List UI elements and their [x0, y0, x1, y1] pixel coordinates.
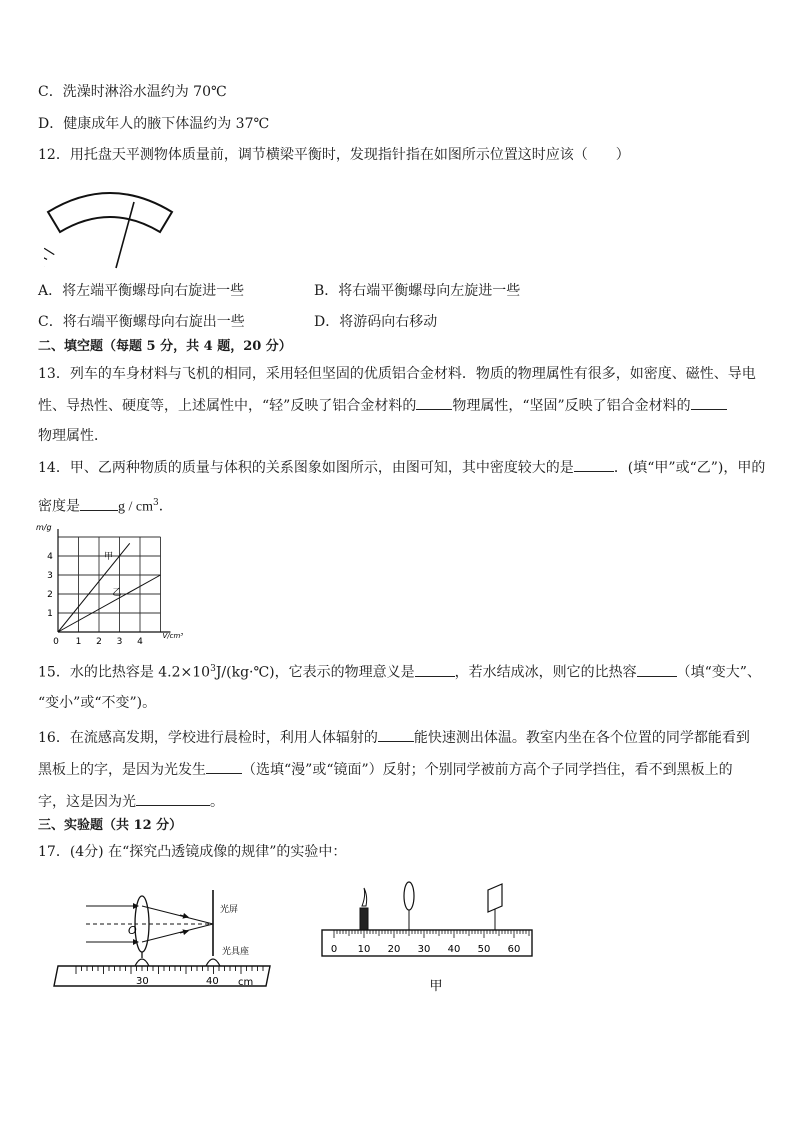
optical-bench-figure-jia [318, 878, 540, 1004]
q15-line-1 [38, 659, 761, 683]
q14-line-2 [38, 493, 173, 518]
q14-blank-2[interactable] [80, 496, 118, 511]
q15-exponent: 3 [210, 664, 216, 674]
mass-volume-chart-svg [34, 522, 194, 648]
bench-mark-40: 40 [206, 976, 219, 987]
q12-option-d: D．将游码向右移动 [314, 314, 438, 330]
ruler-label: 30 [417, 944, 431, 955]
q15-line-2: “变小”或“不变”)。 [38, 695, 157, 711]
q16-line-3 [38, 791, 224, 812]
series-line-1 [58, 575, 161, 632]
q12-option-a: A．将左端平衡螺母向右旋进一些 [38, 283, 245, 299]
x-tick-label: 1 [75, 637, 82, 647]
q16-line-2 [38, 759, 733, 780]
x-tick-label: 0 [53, 637, 59, 647]
q16-text-b: 能快速测出体温。教室内坐在各个位置的同学都能看到 [413, 730, 750, 746]
ruler-label: 10 [357, 944, 371, 955]
ruler-label: 40 [447, 944, 461, 955]
q11-option-d: D．健康成年人的腋下体温约为 37℃ [38, 116, 270, 132]
q14-unit: g / cm [118, 499, 153, 515]
q14-text-c: 密度是 [38, 498, 80, 515]
q15-text-c: ，若水结成冰，则它的比热容 [454, 664, 637, 681]
q12-option-c: C．将右端平衡螺母向右旋出一些 [38, 314, 245, 330]
x-tick-label: 3 [116, 637, 123, 647]
q15-text-b: J/(kg·℃)，它表示的物理意义是 [215, 664, 415, 681]
candle-icon [360, 908, 368, 930]
section-2-heading: 二、填空题（每题 5 分，共 4 题，20 分） [38, 339, 292, 354]
balance-scale-figure [44, 180, 174, 276]
q13-text-b: 物理属性，“坚固”反映了铝合金材料的 [452, 398, 691, 414]
q16-blank-2[interactable] [206, 759, 242, 774]
ruler-label: 50 [477, 944, 491, 955]
q14-unit-exponent: 3 [153, 498, 159, 508]
pointer-needle [116, 202, 134, 268]
candle-flame-icon [362, 888, 367, 906]
mass-volume-chart [34, 522, 194, 652]
q15-blank-2[interactable] [637, 662, 677, 677]
x-axis-label: V/cm³ [162, 632, 184, 640]
q15-text-a: 15．水的比热容是 4.2×10 [38, 664, 211, 681]
q12-option-b: B．将右端平衡螺母向左旋进一些 [314, 283, 521, 299]
y-axis-label: m/g [36, 523, 52, 532]
lens-focus-svg [52, 888, 274, 994]
bench-label: 光具座 [222, 947, 250, 957]
q14-blank-1[interactable] [574, 457, 614, 472]
y-tick-label: 3 [47, 571, 53, 581]
q16-text-e: 字，这是因为光 [38, 794, 136, 810]
bench-mark-30: 30 [136, 976, 149, 987]
scale-tick [44, 256, 47, 259]
q15-blank-1[interactable] [415, 662, 455, 677]
q16-blank-1[interactable] [378, 727, 414, 742]
q16-blank-3[interactable] [136, 791, 210, 806]
scale-tick [44, 248, 54, 254]
q13-blank-1[interactable] [416, 395, 452, 410]
q14-text-a: 14．甲、乙两种物质的质量与体积的关系图象如图所示，由图可知，其中密度较大的是 [38, 460, 574, 476]
x-tick-label: 2 [96, 637, 102, 647]
x-tick-label: 4 [137, 637, 143, 647]
q16-line-1 [38, 727, 750, 748]
q13-blank-2[interactable] [691, 395, 727, 410]
y-tick-label: 1 [47, 609, 53, 619]
lens-focus-figure [52, 888, 274, 998]
q12-stem: 12．用托盘天平测物体质量前，调节横梁平衡时，发现指针指在如图所示位置这时应该（ ） [38, 147, 630, 163]
q16-text-f: 。 [210, 794, 224, 810]
q13-text-a: 性、导热性、硬度等，上述属性中，“轻”反映了铝合金材料的 [38, 398, 417, 414]
q15-text-d: （填“变大”、 [676, 664, 761, 681]
series-label-0: 甲 [104, 551, 114, 562]
y-tick-label: 4 [47, 552, 53, 562]
screen-label: 光屏 [220, 905, 239, 915]
q16-text-a: 16．在流感高发期，学校进行晨检时，利用人体辐射的 [38, 730, 378, 746]
section-3-heading: 三、实验题（共 12 分） [38, 818, 183, 833]
q13-line-1: 13．列车的车身材料与飞机的相同，采用轻但坚固的优质铝合金材料．物质的物理属性有很多，如密度、磁性、导电 [38, 366, 756, 382]
y-tick-label: 2 [47, 590, 53, 600]
lens-center-label: O [128, 924, 137, 937]
q13-line-3: 物理属性． [38, 428, 108, 444]
ruler-label: 60 [507, 944, 521, 955]
q14-end: ． [158, 498, 173, 515]
q16-text-c: 黑板上的字，是因为光发生 [38, 762, 206, 778]
figure-caption-jia: 甲 [429, 979, 443, 994]
q13-line-2 [38, 395, 727, 416]
series-label-1: 乙 [112, 587, 122, 598]
screen-icon [488, 884, 502, 912]
q14-line-1 [38, 457, 765, 478]
q11-option-c: C．洗澡时淋浴水温约为 70℃ [38, 84, 227, 100]
ruler-label: 0 [330, 944, 338, 955]
q16-text-d: （选填“漫”或“镜面”）反射；个别同学被前方高个子同学挡住，看不到黑板上的 [242, 762, 733, 778]
balance-scale-svg [44, 180, 174, 272]
optical-bench-jia-svg [318, 878, 540, 1000]
bench-unit: cm [238, 977, 254, 988]
q14-text-b: ．(填“甲”或“乙”)，甲的 [613, 460, 766, 476]
q17-stem: 17．(4分) 在“探究凸透镜成像的规律”的实验中： [38, 844, 347, 860]
ruler-label: 20 [387, 944, 401, 955]
convex-lens-icon [404, 882, 414, 910]
